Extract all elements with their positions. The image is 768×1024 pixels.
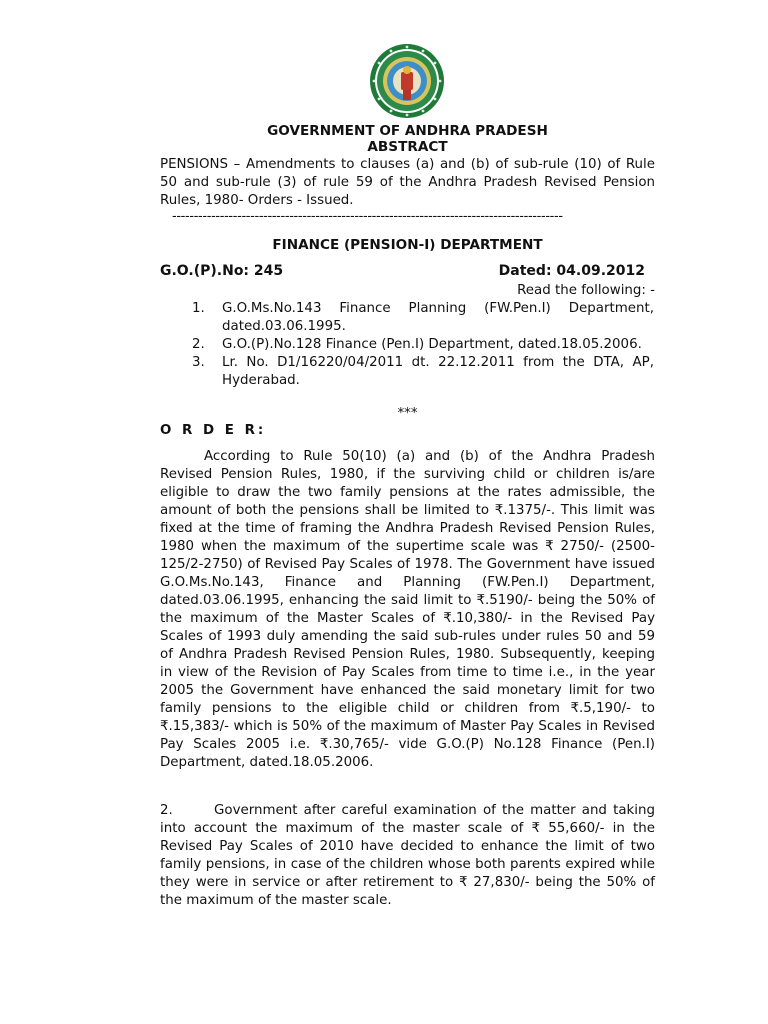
go-number-row [160,262,655,282]
state-emblem-seal [368,40,446,122]
reference-text: G.O.Ms.No.143 Finance Planning (FW.Pen.I) Department, dated.03.06.1995. [222,301,654,334]
reference-item [192,300,654,336]
department-title: FINANCE (PENSION-I) DEPARTMENT [272,237,543,253]
order-heading: O R D E R: [160,423,267,438]
reference-number: 2. [192,337,205,352]
abstract-title: ABSTRACT [367,139,448,155]
order-paragraph-1: According to Rule 50(10) (a) and (b) of the Andhra Pradesh Revised Pension Rules, 1980, if the surviving child or children is/are eligible to draw the two family pensions at the rates admissible, the amount of both the pensions shall be limited to ₹.1375/-. This limit was fixed at the time of framing the Andhra Pradesh Revised Pension Rules, 1980 when the maximum of the supertime scale was ₹ 2750/- (2500-125/2-2750) of Revised Pay Scales of 1978. The Government have issued G.O.Ms.No.143, Finance and Planning (FW.Pen.I) Department, dated.03.06.1995, enhancing the said limit to ₹.5190/- being the 50% of the maximum of the Master Scales of ₹.10,380/- in the Revised Pay Scales of 1993 duly amending the said sub-rules under rules 50 and 59 of Andhra Pradesh Revised Pension Rules, 1980. Subsequently, keeping in view of the Revision of Pay Scales from time to time i.e., in the year 2005 the Government have enhanced the said monetary limit for two family pensions to the eligible child or children from ₹.5,190/- to ₹.15,383/- which is 50% of the maximum of Master Pay Scales in Revised Pay Scales 2005 i.e. ₹.30,765/- vide G.O.(P) No.128 Finance (Pen.I) Department, dated.18.05.2006. [160,449,655,770]
reference-text: Lr. No. D1/16220/04/2011 dt. 22.12.2011 from the DTA, AP, Hyderabad. [222,355,654,388]
references-list [192,300,654,390]
government-title: GOVERNMENT OF ANDHRA PRADESH [267,123,548,139]
reference-item [192,354,654,390]
go-date: Dated: 04.09.2012 [498,263,645,279]
order-paragraph-2 [160,802,655,910]
paragraph-2-text: Government after careful examination of the matter and taking into account the maximum of the master scale of ₹ 55,660/- in the Revised Pay Scales of 2010 have decided to enhance the limit of two family pensions, in case of the children whose both parents expired while they were in service or after retirement to ₹ 27,830/- being the 50% of the maximum of the master scale. [160,803,655,908]
separator-line: ------------------------------------------------------------------------------------------ [172,209,563,224]
reference-text: G.O.(P).No.128 Finance (Pen.I) Department, dated.18.05.2006. [222,337,642,352]
go-number: G.O.(P).No: 245 [160,263,284,279]
separator-stars: *** [397,406,418,421]
subject-text: PENSIONS – Amendments to clauses (a) and (b) of sub-rule (10) of Rule 50 and sub-rule (3) of rule 59 of the Andhra Pradesh Revised Pension Rules, 1980- Orders - Issued. [160,157,655,208]
read-following-label: Read the following: - [517,283,655,298]
paragraph-number: 2. [160,803,173,818]
reference-number: 3. [192,355,205,370]
reference-item [192,336,654,354]
reference-number: 1. [192,301,205,316]
document-page [160,0,655,1024]
